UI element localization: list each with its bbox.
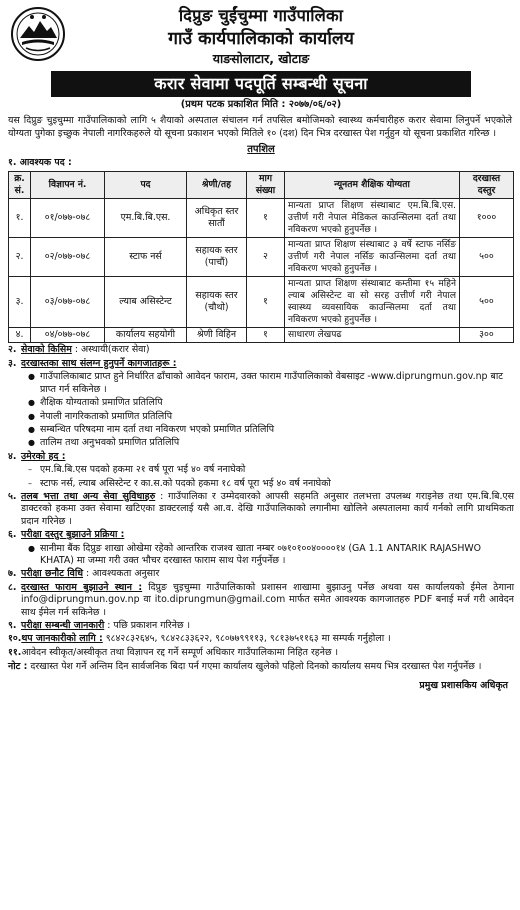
cell-fee: १००० <box>460 199 514 238</box>
cell-ad-no: ०४/०७७-०७८ <box>31 328 105 343</box>
bullet-icon: – <box>28 478 32 488</box>
cell-post: ल्याब असिस्टेन्ट <box>105 277 187 328</box>
list-item <box>28 437 514 449</box>
service-type <box>8 344 514 356</box>
section-label: तलब भत्ता तथा अन्य सेवा सुविधाहरु <box>21 490 156 502</box>
cell-level: श्रेणी विहिन <box>187 328 247 343</box>
list-item <box>28 478 514 490</box>
section-text: : आवश्यकता अनुसार <box>83 568 160 580</box>
cell-qualification: मान्यता प्राप्त शिक्षण संस्थाबाट एम.बि.बि.एस. उत्तीर्ण गरी नेपाल मेडिकल काउन्सिलमा दर्ता तथा नविकरण भएको हुनुपर्नेछ । <box>285 199 460 238</box>
list-item-text: तालिम तथा अनुभवको प्रमाणित प्रतिलिपि <box>40 437 180 449</box>
cell-post: एम.बि.बि.एस. <box>105 199 187 238</box>
section-number: ११. <box>8 646 22 658</box>
cell-count: १ <box>247 277 285 328</box>
section-number: १०. <box>8 633 22 645</box>
col-header-fee: दरखास्त दस्तुर <box>460 171 514 198</box>
section-label: परीक्षा सम्बन्धी जानकारी <box>21 620 105 632</box>
section-label: उमेरको हद : <box>21 450 66 462</box>
selection-method <box>8 568 514 580</box>
list-item <box>28 411 514 423</box>
section-number: ५. <box>8 490 17 502</box>
list-item <box>28 397 514 409</box>
cell-fee: ५०० <box>460 277 514 328</box>
documents-section <box>8 358 514 370</box>
notice-title: करार सेवामा पदपूर्ति सम्बन्धी सूचना <box>51 71 471 97</box>
table-header-row <box>9 171 514 198</box>
list-item-text: सम्बन्धित परिषदमा नाम दर्ता तथा नविकरण भएको प्रमाणित प्रतिलिपि <box>40 423 275 435</box>
table-row <box>9 328 514 343</box>
cell-ad-no: ०१/०७७-०७८ <box>31 199 105 238</box>
bullet-icon: ● <box>28 438 35 448</box>
cell-count: १ <box>247 199 285 238</box>
list-item-text: एम.बि.बि.एस पदको हकमा २१ वर्ष पूरा भई ४० वर्ष ननाघेको <box>40 464 246 476</box>
exam-info <box>8 620 514 632</box>
cell-level: सहायक स्तर (पाचौं) <box>187 238 247 277</box>
office-address: याङसोलाटार, खोटाङ <box>212 50 310 66</box>
salary-section <box>8 491 514 528</box>
list-item-text: स्टाफ नर्स, ल्याब असिस्टेन्ट र का.स.को पदको हकमा १८ वर्ष पूरा भई ४० वर्ष ननाघेको <box>40 477 331 489</box>
cell-sn: २. <box>9 238 31 277</box>
posts-table <box>8 171 514 344</box>
section-label: थप जानकारीको लागि : <box>21 633 103 645</box>
section-label: सेवाको किसिम <box>21 344 72 356</box>
list-item <box>28 543 514 568</box>
section-label: परीक्षा छनौट विधि <box>21 568 84 580</box>
contact-info <box>8 633 514 645</box>
section-label: दरखास्तका साथ संलग्न हुनुपर्ने कागजातहरू : <box>21 357 177 369</box>
section-number: ८. <box>8 581 17 593</box>
required-posts-heading: १. आवश्यक पद : <box>8 157 72 169</box>
cell-post: स्टाफ नर्स <box>105 238 187 277</box>
list-item <box>28 424 514 436</box>
section-text: : अस्थायी(करार सेवा) <box>71 344 150 356</box>
submission-place <box>8 582 514 619</box>
cell-qualification: मान्यता प्राप्त शिक्षण संस्थाबाट कम्तीमा १५ महिने ल्याब असिस्टेन्ट वा सो सरह उत्तीर्ण गरी नेपाल स्वास्थ्य व्यवसायिक काउन्सिलमा दर्ता तथा नविकरण भएको हुनुपर्नेछ । <box>285 277 460 328</box>
cell-sn: ४. <box>9 328 31 343</box>
municipality-name: दिप्रुङ चुईंचुम्मा गाउँपालिका <box>178 6 344 25</box>
section-text: : पछि प्रकाशन गरिनेछ । <box>104 620 191 632</box>
note <box>8 661 514 673</box>
section-label: परीक्षा दस्तुर बुझाउने प्रक्रिया : <box>21 529 125 541</box>
section-text: आवेदन स्वीकृत/अस्वीकृत तथा विज्ञापन रद्द गर्ने सम्पूर्ण अधिकार गाउँपालिकामा निहित रहनेछ । <box>21 646 339 658</box>
table-row <box>9 277 514 328</box>
intro-paragraph: यस दिप्रुङ चुइचुम्मा गाउँपालिकाको लागि ५ शैयाको अस्पताल संचालन गर्न तपसिल बमोजिमको स्वास्थ्य कर्मचारीहरु करार सेवामा लिनुपर्ने भएकोले योग्यता पुगेका इच्छुक नेपाली नागरिकहरुले यो सूचना प्रकाशन भएको मितिले १० (दश) दिन भित्र दरखास्त पेश गर्नुहुन यो सूचना प्रकाशित गरिन्छ । <box>8 115 512 139</box>
office-name: गाउँ कार्यपालिकाको कार्यालय <box>168 28 354 49</box>
cell-qualification: साधारण लेखपढ <box>285 328 460 343</box>
rights-clause <box>8 647 514 659</box>
publish-date: (प्रथम पटक प्रकाशित मिति : २०७७/०६/०२) <box>180 99 342 111</box>
table-row <box>9 238 514 277</box>
signatory-title: प्रमुख प्रशासकिय अधिकृत <box>419 679 508 691</box>
age-limit-section <box>8 451 514 463</box>
section-label: दरखास्त फाराम बुझाउने स्थान : <box>21 581 143 593</box>
section-number: ९. <box>8 620 17 632</box>
bullet-icon: ● <box>28 372 35 382</box>
list-item-text: सानीमा बैंक दिप्रुङ शाखा ओखेमा रहेको आन्तरिक राजश्व खाता नम्बर ०७१०१००४००००१४ (GA 1.1 ANTARIK RAJASHWO KHATA) मा जम्मा गरी उक्त भौचर दरखास्त फाराम साथ पेश गर्नुपर्नेछ । <box>40 542 482 566</box>
bullet-icon: ● <box>28 424 35 434</box>
bullet-icon: ● <box>28 543 35 553</box>
col-header-ad-no: विज्ञापन नं. <box>31 171 105 198</box>
fee-process-section <box>8 529 514 541</box>
list-item-text: गाउँपालिकाबाट प्राप्त हुने निर्धारित ढाँचाको आवेदन फाराम, उक्त फाराम गाउँपालिकाको वेबसाइट -www.diprungmun.gov.np बाट प्राप्त गर्न सकिनेछ । <box>40 371 503 395</box>
cell-fee: ३०० <box>460 328 514 343</box>
col-header-level: श्रेणी/तह <box>187 171 247 198</box>
cell-ad-no: ०३/०७७-०७८ <box>31 277 105 328</box>
note-text: दरखास्त पेश गर्ने अन्तिम दिन सार्वजनिक बिदा पर्न गएमा कार्यालय खुलेको पहिलो दिनको कार्यालय समय भित्र दरखास्त पेश गर्नुपर्नेछ । <box>27 661 482 673</box>
section-number: ४. <box>8 450 17 462</box>
cell-post: कार्यालय सहयोगी <box>105 328 187 343</box>
details-heading: तपशिल <box>247 144 275 156</box>
bullet-icon: – <box>28 465 32 475</box>
bullet-icon: ● <box>28 398 35 408</box>
cell-fee: ५०० <box>460 238 514 277</box>
table-row <box>9 199 514 238</box>
section-number: ६. <box>8 529 17 541</box>
cell-level: अधिकृत स्तर सातौं <box>187 199 247 238</box>
section-number: ७. <box>8 568 17 580</box>
list-item-text: शैक्षिक योग्यताको प्रमाणित प्रतिलिपि <box>40 397 163 409</box>
section-number: २. <box>8 344 17 356</box>
section-text: ९८४२८३२६४५, ९८४२८३३६२२, ९८०७७९९११३, ९८१३७५११६३ मा सम्पर्क गर्नुहोला । <box>102 633 391 645</box>
col-header-count: माग संख्या <box>247 171 285 198</box>
cell-qualification: मान्यता प्राप्त शिक्षण संस्थाबाट ३ वर्षे स्टाफ नर्सिङ उत्तीर्ण गरी नेपाल नर्सिङ काउन्सिलमा दर्ता तथा नविकरण भएको हुनुपर्नेछ । <box>285 238 460 277</box>
cell-level: सहायक स्तर (चौथो) <box>187 277 247 328</box>
list-item <box>28 371 514 396</box>
col-header-sn: क्र. सं. <box>9 171 31 198</box>
col-header-post: पद <box>105 171 187 198</box>
bullet-icon: ● <box>28 411 35 421</box>
section-text: : गाउँपालिका र उम्मेदवारको आपसी सहमति अनुसार तलभत्ता उपलब्ध गराइनेछ तथा एम.बि.बि.एस डाक्टरको हकमा उक्त सेवामा खटिएका डाक्टरलाई यसै आ.व. देखि गाउँपालिकाको लगानीमा खोलिने अस्पतालमा कार्य गर्नको लागि प्राथमिकता प्रदान गरिनेछ । <box>21 490 515 527</box>
cell-sn: ३. <box>9 277 31 328</box>
cell-count: १ <box>247 328 285 343</box>
government-emblem-icon <box>10 6 66 62</box>
section-text: दिप्रुङ चुइचुम्मा गाउँपालिकाको प्रशासन शाखामा बुझाउनु पर्नेछ अथवा यस कार्यालयको ईमेल ठेगाना info@diprungmun.gov.np वा ito.diprungmun@gmail.com मार्फत समेत आवश्यक कागजातहरु PDF बनाई मर्ज गरी आवेदन साथ ईमेल गर्न सकिनेछ । <box>21 581 514 618</box>
cell-count: २ <box>247 238 285 277</box>
list-item-text: नेपाली नागरिकताको प्रमाणित प्रतिलिपि <box>40 410 173 422</box>
cell-ad-no: ०२/०७७-०७८ <box>31 238 105 277</box>
cell-sn: १. <box>9 199 31 238</box>
list-item <box>28 464 514 476</box>
section-number: ३. <box>8 357 17 369</box>
col-header-qualification: न्यूनतम शैक्षिक योग्यता <box>285 171 460 198</box>
note-label: नोट : <box>8 661 28 673</box>
